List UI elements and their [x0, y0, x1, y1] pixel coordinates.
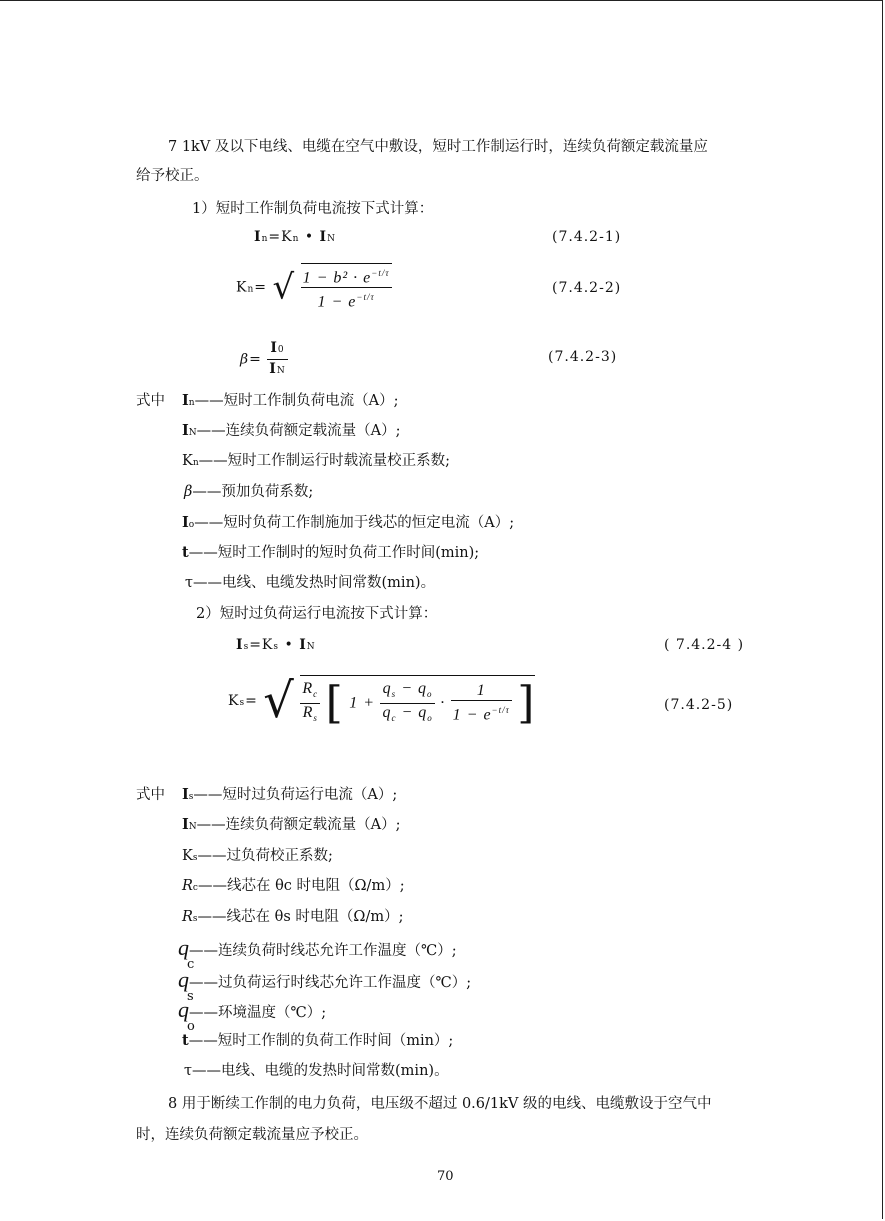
subscript-o: o	[187, 1019, 195, 1034]
where2-item: q——环境温度（℃）;	[178, 997, 327, 1022]
page-number: 70	[437, 1169, 454, 1184]
para8-line2: 时，连续负荷额定载流量应予校正。	[136, 1127, 368, 1143]
where2-item: Rs——线芯在 θs 时电阻（Ω/m）;	[182, 909, 404, 925]
para8-line1: 8 用于断续工作制的电力负荷，电压级不超过 0.6/1kV 级的电线、电缆敷设于空气中	[168, 1096, 712, 1112]
where1-item: Io——短时负荷工作制施加于线芯的恒定电流（A）;	[182, 514, 515, 531]
subscript-c: c	[187, 957, 195, 972]
where2-item: t——短时工作制的负荷工作时间（min）;	[182, 1032, 454, 1049]
where-intro: 式中	[136, 393, 165, 409]
equation-label: (7.4.2-3)	[548, 349, 618, 365]
equation-7-4-2-3: β= $\frac{I0}{IN}$	[240, 340, 286, 377]
where2-item: IN——连续负荷额定载流量（A）;	[182, 816, 401, 833]
equation-7-4-2-2: Kn= √ $\frac{1 - b^2 \cdot e^{-t/\tau}}{1 - e^{-t/\tau}}$	[236, 263, 392, 312]
item1-heading: 1）短时工作制负荷电流按下式计算：	[192, 201, 434, 217]
where2-item: q——连续负荷时线芯允许工作温度（℃）;	[178, 935, 457, 960]
where1-item: β——预加负荷系数;	[184, 484, 314, 500]
para7-line2: 给予校正。	[136, 168, 209, 184]
where2-item: Rc——线芯在 θc 时电阻（Ω/m）;	[182, 878, 405, 894]
para7-line1: 7 1kV 及以下电线、电缆在空气中敷设，短时工作制运行时，连续负荷额定载流量应	[168, 139, 708, 155]
subscript-s: s	[187, 989, 194, 1004]
where1-item: t——短时工作制时的短时负荷工作时间(min);	[182, 544, 480, 561]
where-intro: 式中	[136, 787, 165, 803]
where1-item: In——短时工作制负荷电流（A）;	[182, 392, 399, 409]
item2-heading: 2）短时过负荷运行电流按下式计算：	[196, 606, 438, 622]
where1-item: τ——电线、电缆发热时间常数(min)。	[185, 575, 436, 591]
equation-label: (7.4.2-1)	[552, 229, 622, 245]
equation-label: ( 7.4.2-4 )	[664, 637, 745, 653]
where1-item: IN——连续负荷额定载流量（A）;	[182, 422, 401, 439]
where2-item: Ks——过负荷校正系数;	[182, 848, 333, 864]
where1-item: Kn——短时工作制运行时载流量校正系数;	[182, 453, 451, 469]
equation-7-4-2-5: Ks= √ $\frac{R_c}{R_s}$ [ 1 + $\frac{q_s - q_o}{q_c - q_o}$ · $\frac{1}{1 - e^{-t/\tau}}$ ]	[228, 673, 536, 729]
equation-7-4-2-4: Is=Ks • IN	[236, 637, 316, 653]
where2-item: τ——电线、电缆的发热时间常数(min)。	[184, 1063, 449, 1079]
equation-7-4-2-1: In=Kn • IN	[254, 229, 336, 245]
where2-item: Is——短时过负荷运行电流（A）;	[182, 786, 398, 803]
where2-item: q——过负荷运行时线芯允许工作温度（℃）;	[178, 967, 472, 992]
equation-label: (7.4.2-2)	[552, 280, 622, 296]
equation-label: (7.4.2-5)	[664, 697, 734, 713]
